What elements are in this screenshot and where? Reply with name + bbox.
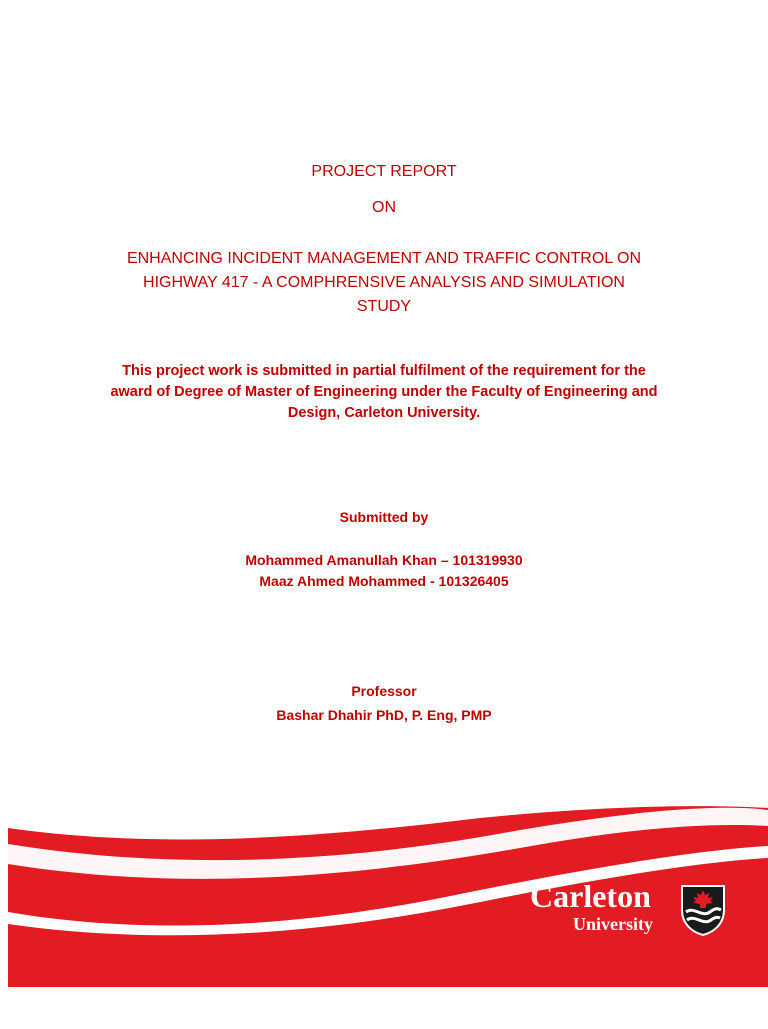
report-title-line: HIGHWAY 417 - A COMPHRENSIVE ANALYSIS AND SIMULATION	[143, 274, 625, 291]
statement-line: Design, Carleton University.	[287, 405, 481, 421]
footer-banner	[0, 800, 768, 1024]
professor-label: Professor	[351, 683, 417, 699]
report-title-line: ENHANCING INCIDENT MANAGEMENT AND TRAFFIC CONTROL ON	[126, 250, 642, 267]
banner-swoosh	[0, 800, 768, 1024]
report-title	[0, 247, 768, 319]
brand-name: Carleton	[530, 878, 651, 914]
brand-subname: University	[573, 914, 653, 934]
author-line: Maaz Ahmed Mohammed - 101326405	[259, 573, 509, 589]
submission-statement	[0, 361, 768, 424]
professor-name: Bashar Dhahir PhD, P. Eng, PMP	[276, 707, 492, 723]
report-on-label: ON	[372, 199, 396, 216]
submitted-by-label: Submitted by	[339, 509, 429, 525]
statement-line: This project work is submitted in partial fulfilment of the requirement for the	[122, 363, 646, 379]
statement-line: award of Degree of Master of Engineering under the Faculty of Engineering and	[110, 384, 658, 400]
report-title-line: STUDY	[356, 298, 412, 315]
carleton-shield-icon	[680, 884, 726, 936]
report-heading: PROJECT REPORT	[311, 163, 457, 180]
author-line: Mohammed Amanullah Khan – 101319930	[245, 552, 523, 568]
